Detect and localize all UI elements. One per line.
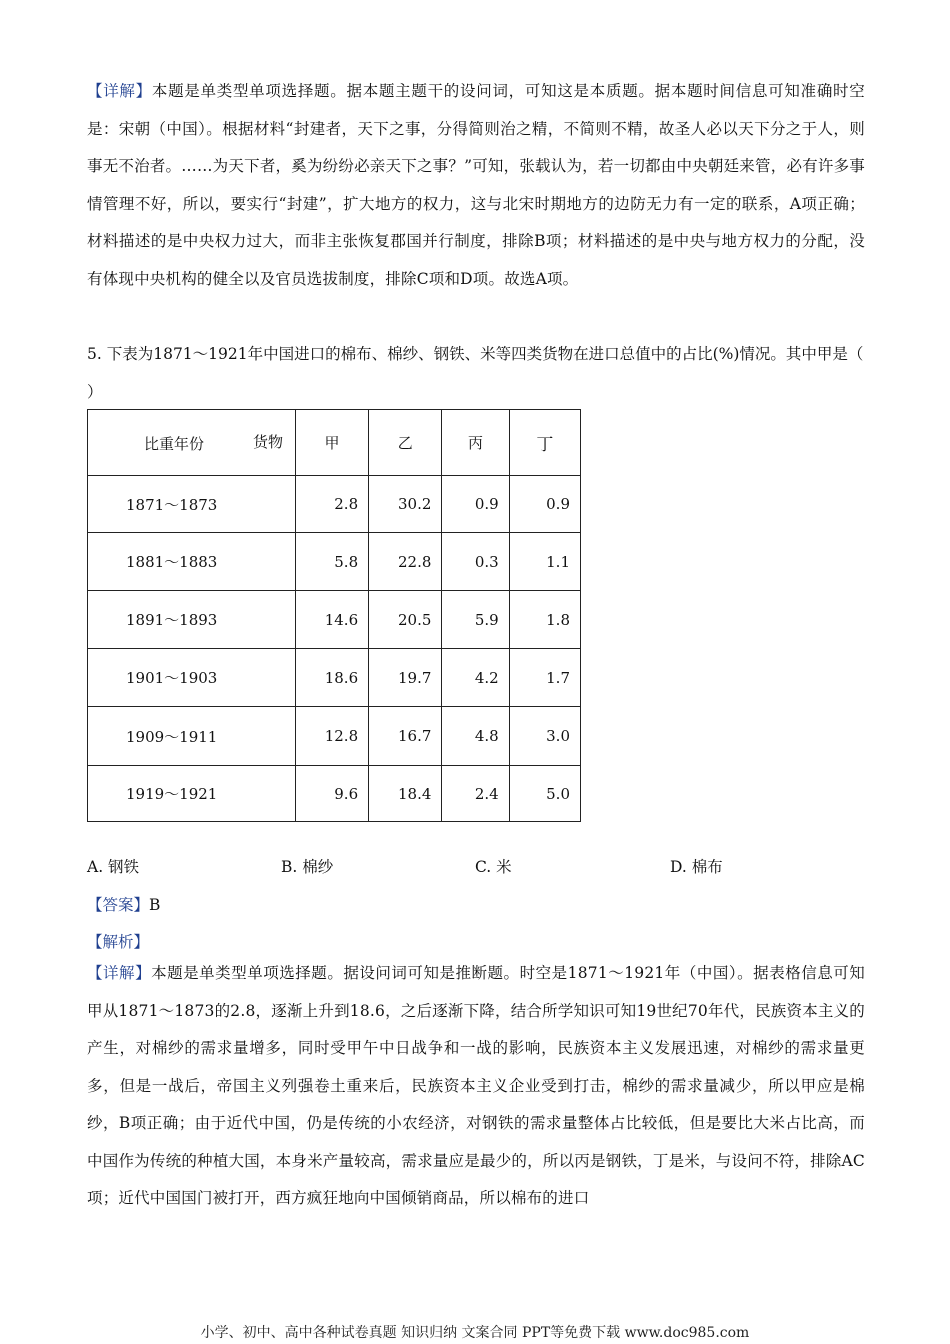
value-cell: 22.8 bbox=[369, 533, 442, 591]
header-yi: 乙 bbox=[369, 410, 442, 476]
value-cell: 18.6 bbox=[295, 649, 368, 707]
value-cell: 1.7 bbox=[509, 649, 580, 707]
table-row bbox=[88, 591, 581, 649]
value-cell: 2.8 bbox=[295, 476, 368, 533]
table-row bbox=[88, 707, 581, 766]
header-jia: 甲 bbox=[295, 410, 368, 476]
period-cell: 1881～1883 bbox=[88, 533, 296, 591]
value-cell: 16.7 bbox=[369, 707, 442, 766]
value-cell: 0.3 bbox=[442, 533, 509, 591]
analysis-label: 【解析】 bbox=[87, 933, 150, 951]
corner-label-right: 货物 bbox=[253, 432, 284, 451]
option-a: A. 钢铁 bbox=[87, 858, 140, 876]
value-cell: 5.0 bbox=[509, 766, 580, 822]
header-bing: 丙 bbox=[442, 410, 509, 476]
explanation bbox=[87, 955, 865, 1218]
value-cell: 30.2 bbox=[369, 476, 442, 533]
answer-label: 【答案】 bbox=[87, 896, 150, 914]
period-cell: 1891～1893 bbox=[88, 591, 296, 649]
import-share-table bbox=[87, 409, 581, 822]
table-corner-cell bbox=[88, 410, 296, 476]
table-row bbox=[88, 649, 581, 707]
value-cell: 9.6 bbox=[295, 766, 368, 822]
period-cell: 1909～1911 bbox=[88, 707, 296, 766]
answer-value: B bbox=[149, 896, 161, 914]
option-b: B. 棉纱 bbox=[281, 858, 334, 876]
answer-options bbox=[87, 855, 865, 885]
table-row bbox=[88, 476, 581, 533]
value-cell: 5.8 bbox=[295, 533, 368, 591]
value-cell: 1.8 bbox=[509, 591, 580, 649]
answer-line bbox=[87, 893, 160, 915]
table-header-row bbox=[88, 410, 581, 476]
period-cell: 1919～1921 bbox=[88, 766, 296, 822]
value-cell: 4.8 bbox=[442, 707, 509, 766]
table-row bbox=[88, 533, 581, 591]
prev-explanation bbox=[87, 73, 865, 298]
value-cell: 2.4 bbox=[442, 766, 509, 822]
value-cell: 0.9 bbox=[442, 476, 509, 533]
prev-explanation-text: 本题是单类型单项选择题。据本题主题干的设问词，可知这是本质题。据本题时间信息可知准确时空是：宋朝（中国）。根据材料“封建者，天下之事，分得简则治之精，不简则不精，故圣人必以天下分之于人，则事无不治者。……为天下者，奚为纷纷必亲天下之事？”可知，张载认为，若一切都由中央朝廷来管，必有许多事情管理不好，所以，要实行“封建”，扩大地方的权力，这与北宋时期地方的边防无力有一定的联系，A项正确；材料描述的是中央权力过大，而非主张恢复郡国并行制度，排除B项；材料描述的是中央与地方权力的分配，没有体现中央机构的健全以及官员选拔制度，排除C项和D项。故选A项。 bbox=[87, 82, 865, 288]
value-cell: 3.0 bbox=[509, 707, 580, 766]
explanation-label: 【详解】 bbox=[87, 964, 152, 982]
value-cell: 4.2 bbox=[442, 649, 509, 707]
explanation-text: 本题是单类型单项选择题。据设问词可知是推断题。时空是1871～1921年（中国）。据表格信息可知甲从1871～1873的2.8，逐渐上升到18.6，之后逐渐下降，结合所学知识可知19世纪70年代，民族资本主义的产生，对棉纱的需求量增多，同时受甲午中日战争和一战的影响，民族资本主义发展迅速，对棉纱的需求量更多，但是一战后，帝国主义列强卷土重来后，民族资本主义企业受到打击，棉纱的需求量减少，所以甲应是棉纱，B项正确；由于近代中国，仍是传统的小农经济，对钢铁的需求量整体占比较低，但是要比大米占比高，而中国作为传统的种植大国，本身米产量较高，需求量应是最少的，所以丙是钢铁，丁是米，与设问不符，排除AC项；近代中国国门被打开，西方疯狂地向中国倾销商品，所以棉布的进口 bbox=[87, 964, 865, 1207]
value-cell: 19.7 bbox=[369, 649, 442, 707]
period-cell: 1901～1903 bbox=[88, 649, 296, 707]
value-cell: 18.4 bbox=[369, 766, 442, 822]
option-c: C. 米 bbox=[475, 858, 512, 876]
page-footer: 小学、初中、高中各种试卷真题 知识归纳 文案合同 PPT等免费下载 www.doc985.com bbox=[200, 1325, 750, 1341]
table-row bbox=[88, 766, 581, 822]
value-cell: 14.6 bbox=[295, 591, 368, 649]
value-cell: 20.5 bbox=[369, 591, 442, 649]
question-5-stem: 5. 下表为1871～1921年中国进口的棉布、棉纱、钢铁、米等四类货物在进口总值中的占比(%)情况。其中甲是（ ） bbox=[87, 345, 864, 401]
header-ding: 丁 bbox=[509, 410, 580, 476]
value-cell: 1.1 bbox=[509, 533, 580, 591]
value-cell: 0.9 bbox=[509, 476, 580, 533]
period-cell: 1871～1873 bbox=[88, 476, 296, 533]
corner-label-left: 比重年份 bbox=[144, 434, 205, 453]
value-cell: 12.8 bbox=[295, 707, 368, 766]
value-cell: 5.9 bbox=[442, 591, 509, 649]
prev-explanation-label: 【详解】 bbox=[87, 82, 152, 100]
option-d: D. 棉布 bbox=[670, 858, 723, 876]
